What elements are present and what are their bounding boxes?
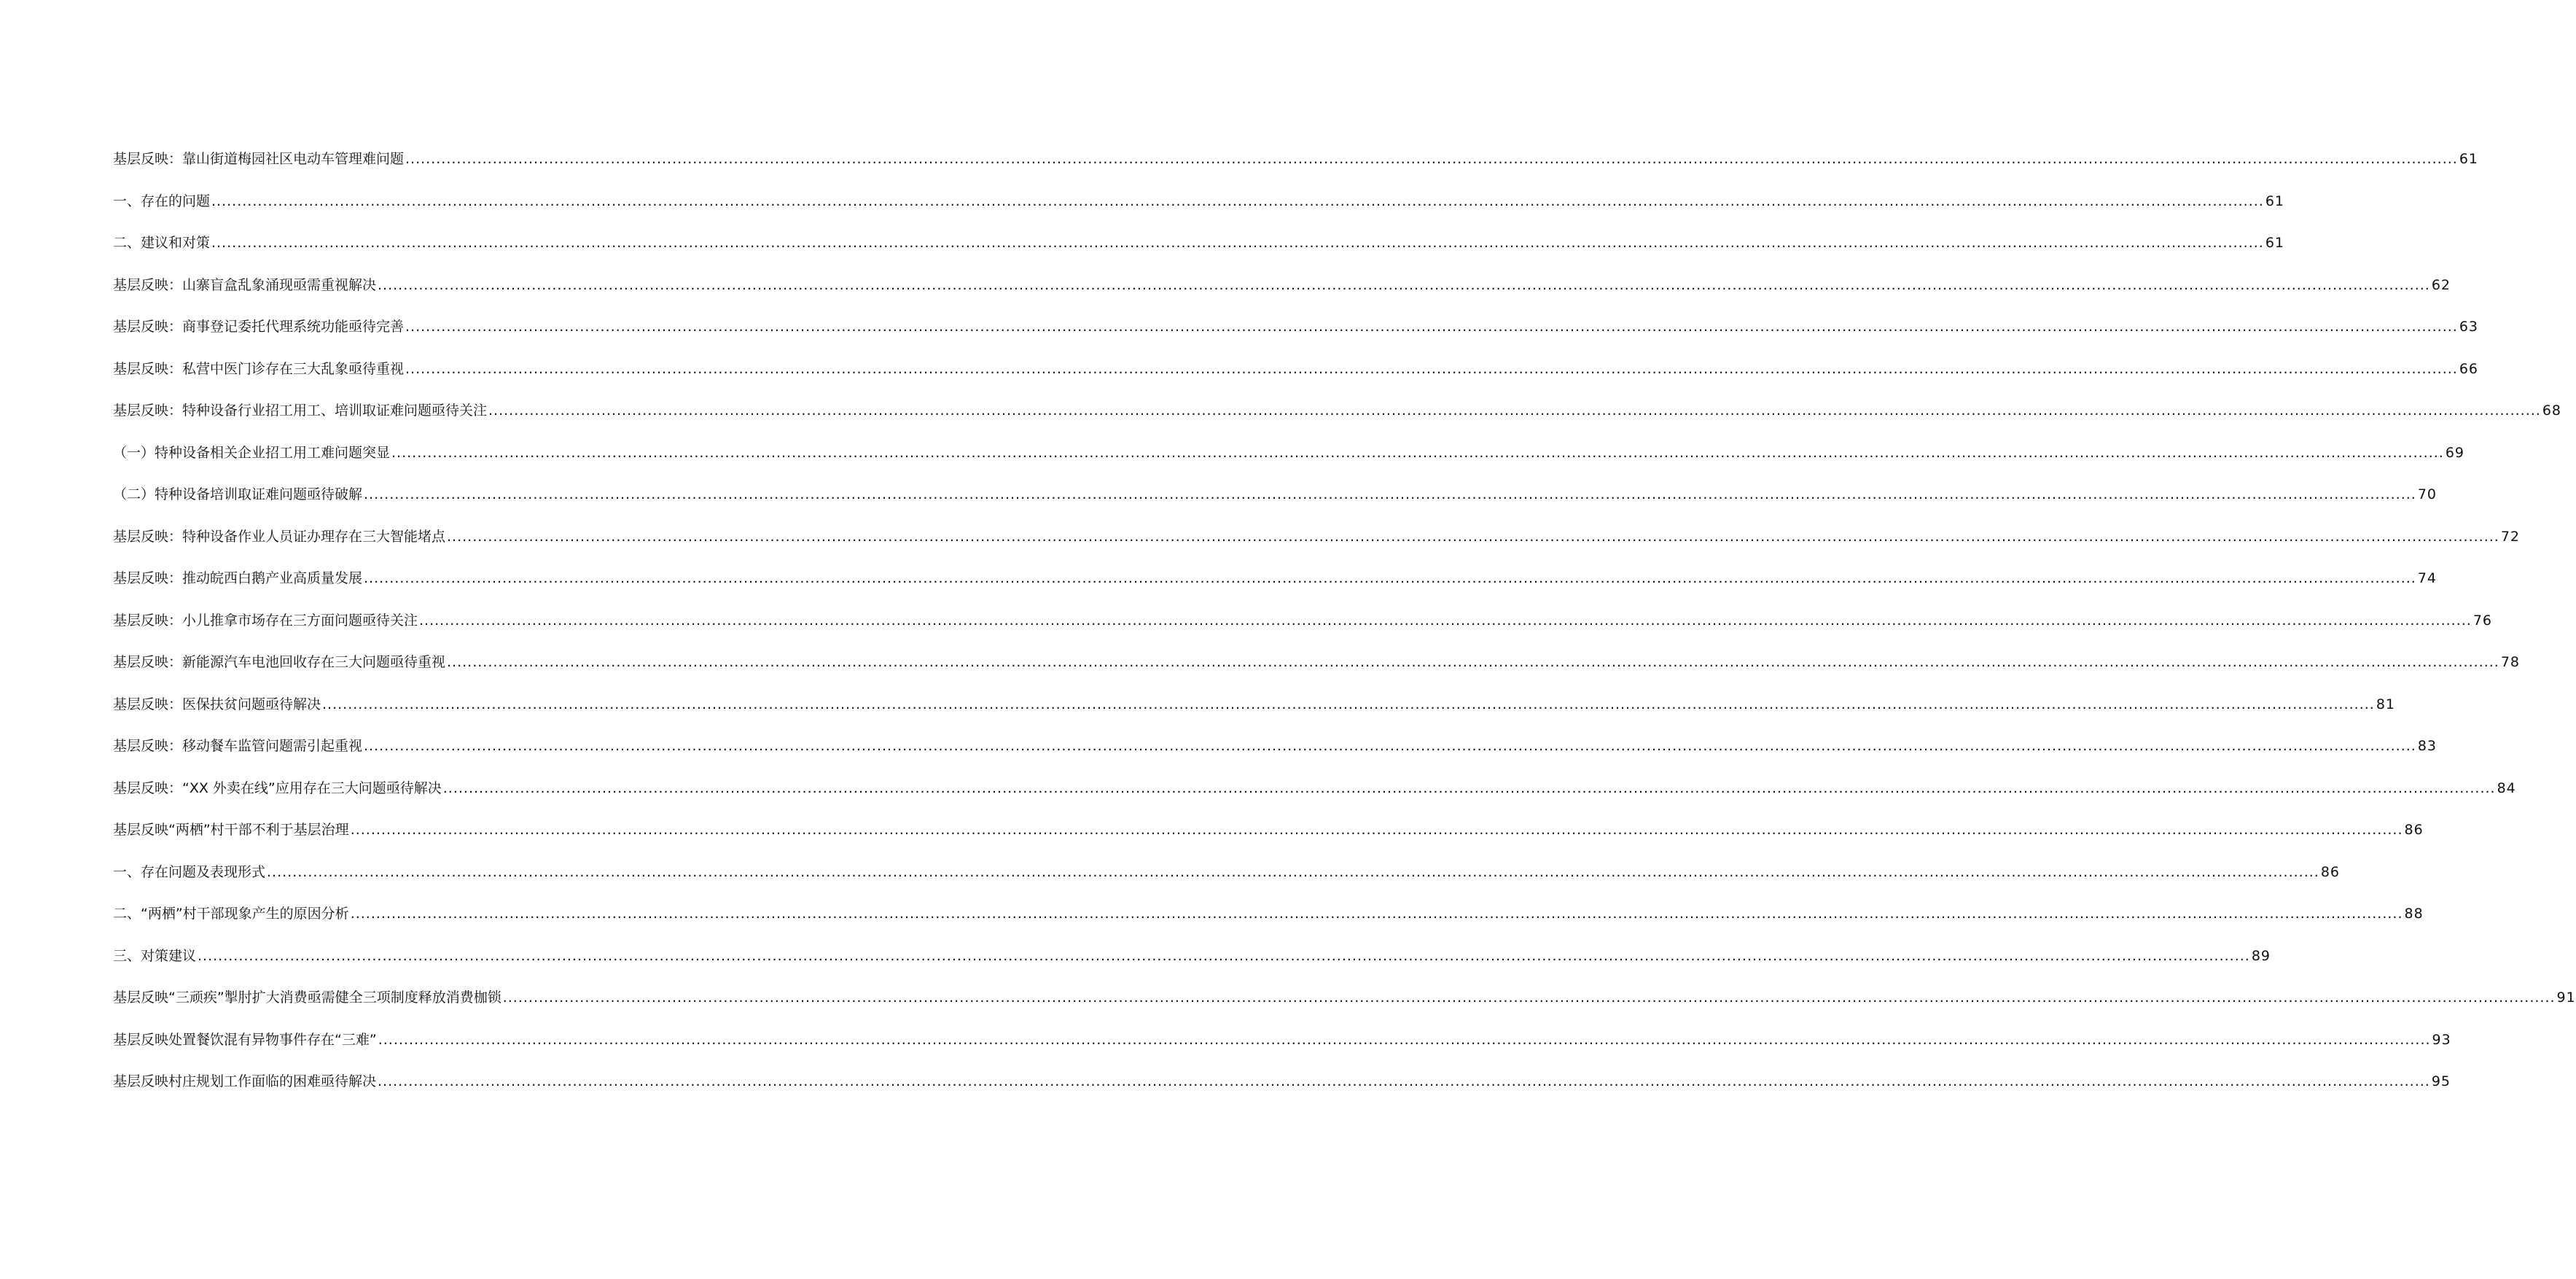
toc-entry[interactable]: [113, 696, 2396, 738]
toc-entry-page-number: 78: [2500, 654, 2521, 670]
toc-entry-page-number: 86: [2404, 822, 2424, 838]
toc-dot-leader: ................................................................................................................................................................................................................................................................................................................................................................................................................: [198, 947, 2250, 964]
toc-entry-page-number: 70: [2417, 486, 2438, 502]
toc-entry[interactable]: [113, 193, 2285, 235]
toc-entry[interactable]: [113, 780, 2516, 822]
toc-entry-page-number: 63: [2459, 319, 2479, 335]
toc-dot-leader: ................................................................................................................................................................................................................................................................................................................................................................................................................: [391, 444, 2444, 461]
toc-entry-title: 二、“两栖”村干部现象产生的原因分析: [113, 906, 349, 922]
toc-entry-page-number: 84: [2497, 780, 2516, 796]
toc-dot-leader: ................................................................................................................................................................................................................................................................................................................................................................................................................: [502, 990, 2556, 1006]
toc-entry-page-number: 61: [2265, 235, 2285, 251]
toc-dot-leader: ................................................................................................................................................................................................................................................................................................................................................................................................................: [364, 570, 2416, 586]
toc-entry-page-number: 81: [2376, 696, 2396, 712]
toc-entry-title: 基层反映：推动皖西白鹅产业高质量发展: [113, 570, 363, 586]
toc-entry-title: 基层反映：新能源汽车电池回收存在三大问题亟待重视: [113, 654, 446, 670]
toc-dot-leader: ................................................................................................................................................................................................................................................................................................................................................................................................................: [350, 906, 2403, 922]
toc-entry-title: 基层反映处置餐饮混有异物事件存在“三难”: [113, 1031, 377, 1048]
toc-entry-page-number: 68: [2542, 403, 2562, 419]
toc-entry-title: 基层反映：小儿推拿市场存在三方面问题亟待关注: [113, 612, 418, 629]
toc-entry-page-number: 88: [2404, 906, 2424, 922]
toc-entry[interactable]: [113, 905, 2424, 947]
toc-entry-page-number: 72: [2500, 528, 2521, 545]
toc-dot-leader: ................................................................................................................................................................................................................................................................................................................................................................................................................: [405, 151, 2458, 167]
toc-entry[interactable]: [113, 318, 2479, 360]
toc-entry[interactable]: [113, 612, 2493, 654]
toc-entry-title: 基层反映：商事登记委托代理系统功能亟待完善: [113, 319, 405, 335]
toc-dot-leader: ................................................................................................................................................................................................................................................................................................................................................................................................................: [364, 738, 2416, 754]
toc-dot-leader: ................................................................................................................................................................................................................................................................................................................................................................................................................: [267, 863, 2319, 880]
toc-entry-page-number: 95: [2431, 1073, 2451, 1089]
toc-entry-title: 一、存在问题及表现形式: [113, 863, 266, 880]
toc-entry-title: 一、存在的问题: [113, 193, 211, 209]
toc-entry-title: 基层反映：山寨盲盒乱象涌现亟需重视解决: [113, 276, 377, 293]
toc-dot-leader: ................................................................................................................................................................................................................................................................................................................................................................................................................: [211, 193, 2264, 209]
toc-entry[interactable]: [113, 150, 2479, 193]
toc-entry-page-number: 89: [2251, 947, 2271, 964]
toc-entry-page-number: 91: [2556, 990, 2576, 1006]
toc-entry[interactable]: [113, 989, 2576, 1031]
toc-entry-page-number: 83: [2417, 738, 2438, 754]
toc-entry-title: （二）特种设备培训取证难问题亟待破解: [113, 486, 363, 502]
toc-entry-title: 基层反映：特种设备作业人员证办理存在三大智能堵点: [113, 528, 446, 545]
toc-entry[interactable]: [113, 863, 2341, 906]
toc-entry-page-number: 74: [2417, 570, 2438, 586]
toc-entry[interactable]: [113, 569, 2438, 612]
toc-entry-title: 基层反映：“XX 外卖在线”应用存在三大问题亟待解决: [113, 780, 442, 796]
toc-entry[interactable]: [113, 528, 2521, 570]
toc-entry[interactable]: [113, 360, 2479, 403]
toc-entry-title: 基层反映“三顽疾”掣肘扩大消费亟需健全三项制度释放消费枷锁: [113, 990, 501, 1006]
toc-entry-title: 基层反映：靠山街道梅园社区电动车管理难问题: [113, 151, 405, 167]
toc-entry-title: （一）特种设备相关企业招工用工难问题突显: [113, 444, 391, 461]
toc-entry-title: 基层反映：移动餐车监管问题需引起重视: [113, 738, 363, 754]
toc-entry-title: 基层反映村庄规划工作面临的困难亟待解决: [113, 1073, 377, 1089]
toc-entry[interactable]: [113, 276, 2451, 319]
toc-dot-leader: ................................................................................................................................................................................................................................................................................................................................................................................................................: [211, 235, 2264, 251]
toc-entry[interactable]: [113, 1073, 2451, 1115]
toc-dot-leader: ................................................................................................................................................................................................................................................................................................................................................................................................................: [378, 276, 2430, 293]
toc-entry-page-number: 66: [2459, 360, 2479, 377]
toc-entry[interactable]: [113, 737, 2438, 780]
toc-dot-leader: ................................................................................................................................................................................................................................................................................................................................................................................................................: [447, 528, 2499, 545]
toc-entry[interactable]: [113, 486, 2438, 528]
toc-entry-title: 三、对策建议: [113, 947, 197, 964]
toc-dot-leader: ................................................................................................................................................................................................................................................................................................................................................................................................................: [447, 654, 2499, 670]
toc-entry-page-number: 61: [2459, 151, 2479, 167]
toc-entry-page-number: 62: [2431, 276, 2451, 293]
toc-entry[interactable]: [113, 444, 2465, 486]
toc-entry-page-number: 69: [2445, 444, 2465, 461]
toc-entry-title: 基层反映“两栖”村干部不利于基层治理: [113, 822, 349, 838]
toc-entry[interactable]: [113, 653, 2521, 696]
toc-dot-leader: ................................................................................................................................................................................................................................................................................................................................................................................................................: [488, 403, 2541, 419]
toc-entry-title: 基层反映：私营中医门诊存在三大乱象亟待重视: [113, 360, 405, 377]
toc-dot-leader: ................................................................................................................................................................................................................................................................................................................................................................................................................: [405, 360, 2458, 377]
toc-entry[interactable]: [113, 234, 2285, 276]
toc-entry-title: 基层反映：医保扶贫问题亟待解决: [113, 696, 321, 712]
toc-entry-page-number: 86: [2320, 863, 2341, 880]
toc-entry-title: 二、建议和对策: [113, 235, 211, 251]
toc-entry[interactable]: [113, 821, 2424, 863]
toc-dot-leader: ................................................................................................................................................................................................................................................................................................................................................................................................................: [322, 696, 2375, 712]
toc-dot-leader: ................................................................................................................................................................................................................................................................................................................................................................................................................: [419, 612, 2472, 629]
toc-entry[interactable]: [113, 402, 2562, 444]
toc-dot-leader: ................................................................................................................................................................................................................................................................................................................................................................................................................: [442, 780, 2496, 796]
toc-entry-page-number: 61: [2265, 193, 2285, 209]
toc-dot-leader: ................................................................................................................................................................................................................................................................................................................................................................................................................: [378, 1031, 2431, 1048]
toc-dot-leader: ................................................................................................................................................................................................................................................................................................................................................................................................................: [405, 319, 2458, 335]
toc-dot-leader: ................................................................................................................................................................................................................................................................................................................................................................................................................: [350, 822, 2403, 838]
toc-entry[interactable]: [113, 1031, 2451, 1073]
toc-entry[interactable]: [113, 947, 2271, 990]
toc-entry-title: 基层反映：特种设备行业招工用工、培训取证难问题亟待关注: [113, 403, 488, 419]
toc-entry-page-number: 93: [2432, 1031, 2451, 1048]
toc-entry-page-number: 76: [2472, 612, 2493, 629]
table-of-contents: [113, 150, 2576, 1115]
toc-dot-leader: ................................................................................................................................................................................................................................................................................................................................................................................................................: [364, 486, 2416, 502]
toc-dot-leader: ................................................................................................................................................................................................................................................................................................................................................................................................................: [378, 1073, 2430, 1089]
